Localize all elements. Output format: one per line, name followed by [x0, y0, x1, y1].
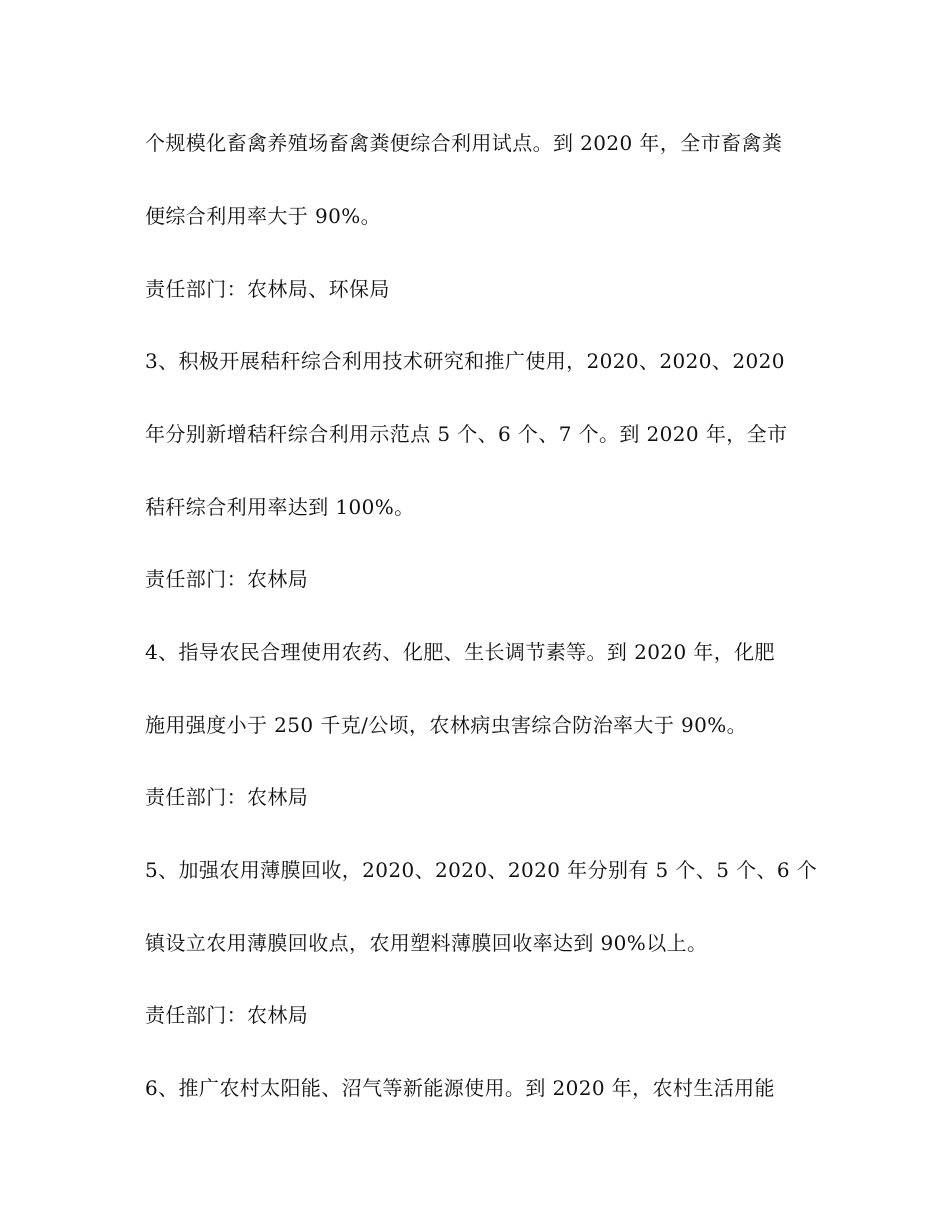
paragraph-line: 4、指导农民合理使用农药、化肥、生长调节素等。到 2020 年，化肥: [145, 640, 775, 664]
responsibility-line: 责任部门：农林局: [145, 1003, 309, 1027]
paragraph-line: 秸秆综合利用率达到 100%。: [145, 495, 415, 519]
paragraph-line: 镇设立农用薄膜回收点，农用塑料薄膜回收率达到 90%以上。: [145, 931, 708, 955]
responsibility-line: 责任部门：农林局: [145, 785, 309, 809]
paragraph-line: 5、加强农用薄膜回收，2020、2020、2020 年分别有 5 个、5 个、6 个: [145, 858, 818, 882]
responsibility-line: 责任部门：农林局: [145, 567, 309, 591]
paragraph-line: 6、推广农村太阳能、沼气等新能源使用。到 2020 年，农村生活用能: [145, 1076, 775, 1100]
paragraph-line: 3、积极开展秸秆综合利用技术研究和推广使用，2020、2020、2020: [145, 349, 785, 373]
responsibility-line: 责任部门：农林局、环保局: [145, 277, 390, 301]
paragraph-line: 年分别新增秸秆综合利用示范点 5 个、6 个、7 个。到 2020 年，全市: [145, 422, 788, 446]
paragraph-line: 施用强度小于 250 千克/公顷，农林病虫害综合防治率大于 90%。: [145, 713, 748, 737]
paragraph-line: 便综合利用率大于 90%。: [145, 204, 382, 228]
paragraph-line: 个规模化畜禽养殖场畜禽粪便综合利用试点。到 2020 年，全市畜禽粪: [145, 131, 783, 155]
